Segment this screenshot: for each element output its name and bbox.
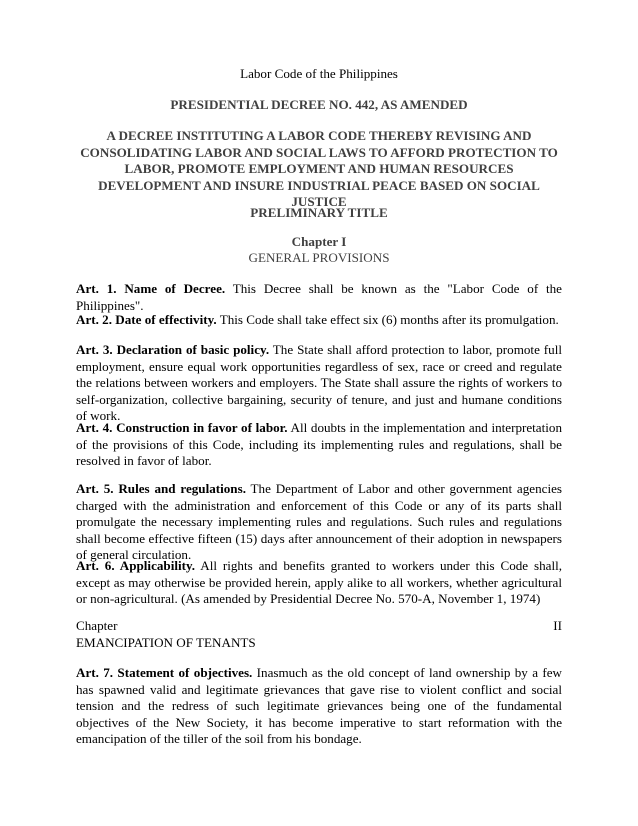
article-2-heading: Art. 2. Date of effectivity. (76, 312, 217, 327)
article-2-body: This Code shall take effect six (6) months after its promulgation. (216, 312, 559, 327)
article-7-body: Inasmuch as the old concept of land ownership by a few has spawned valid and legitimate grievances that gave rise to violent conflict and social tension and the redress of such legitimate grievances being one of the fundamental objectives of the New Society, it has become imperative to start reformation with the emancipation of the tiller of the soil from his bondage. (76, 665, 562, 747)
article-1-heading: Art. 1. Name of Decree. (76, 281, 226, 296)
chapter-2-title: EMANCIPATION OF TENANTS (76, 634, 256, 650)
document-title: Labor Code of the Philippines (240, 66, 398, 81)
chapter-2-label: Chapter (76, 618, 118, 633)
article-1-body: This Decree shall be known as the "Labor Code of the Philippines". (76, 281, 562, 313)
chapter-1-title: GENERAL PROVISIONS (248, 250, 390, 265)
chapter-1-label: Chapter I (291, 234, 347, 249)
article-7 (76, 665, 562, 748)
decree-description: A DECREE INSTITUTING A LABOR CODE THEREBY REVISING AND CONSOLIDATING LABOR AND SOCIAL LAWS TO AFFORD PROTECTION TO LABOR, PROMOTE EMPLOYMENT AND HUMAN RESOURCES DEVELOPMENT AND INSURE INDUSTRIAL PEACE BASED ON SOCIAL JUSTICE (80, 128, 558, 210)
preliminary-title: PRELIMINARY TITLE (250, 205, 388, 220)
article-4-heading: Art. 4. Construction in favor of labor. (76, 420, 288, 435)
article-5-body: The Department of Labor and other government agencies charged with the administration and enforcement of this Code or any of its parts shall promulgate the necessary implementing rules and regulations. Such rules and regulations shall become effective fifteen (15) days after announcement of their adoption in newspapers of general circulation. (76, 481, 562, 563)
article-2 (76, 312, 562, 329)
article-6 (76, 558, 562, 608)
article-3-body: The State shall afford protection to labor, promote full employment, ensure equal work opportunities regardless of sex, race or creed and regulate the relations between workers and employers. The State shall assure the rights of workers to self-organization, collective bargaining, security of tenure, and just and humane conditions of work. (76, 342, 562, 424)
article-3 (76, 342, 562, 425)
article-6-body: All rights and benefits granted to workers under this Code shall, except as may otherwise be provided herein, apply alike to all workers, whether agricultural or non-agricultural. (As amended by Presidential Decree No. 570-A, November 1, 1974) (76, 558, 562, 607)
chapter-2-heading (76, 618, 562, 651)
article-3-heading: Art. 3. Declaration of basic policy. (76, 342, 270, 357)
decree-number: PRESIDENTIAL DECREE NO. 442, AS AMENDED (170, 97, 468, 112)
article-1 (76, 281, 562, 314)
article-7-heading: Art. 7. Statement of objectives. (76, 665, 253, 680)
article-5 (76, 481, 562, 564)
chapter-2-numeral: II (553, 618, 562, 633)
article-4 (76, 420, 562, 470)
article-6-heading: Art. 6. Applicability. (76, 558, 196, 573)
article-5-heading: Art. 5. Rules and regulations. (76, 481, 246, 496)
article-4-body: All doubts in the implementation and interpretation of the provisions of this Code, including its implementing rules and regulations, shall be resolved in favor of labor. (76, 420, 562, 469)
